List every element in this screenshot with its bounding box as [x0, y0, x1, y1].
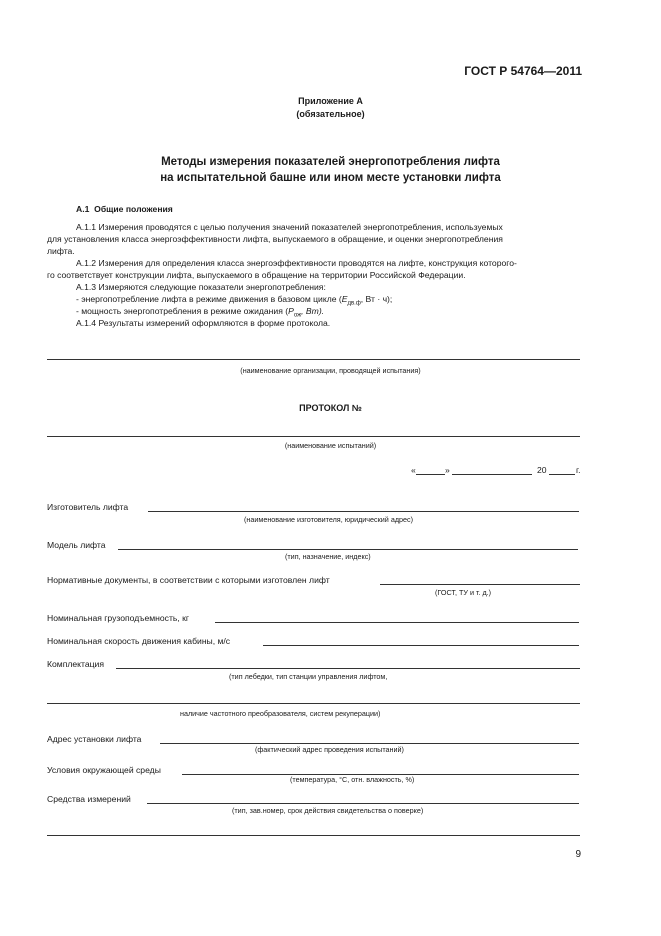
normative-docs-field[interactable]: [380, 584, 580, 585]
normative-docs-label: Нормативные документы, в соответствии с которыми изготовлен лифт: [47, 575, 330, 585]
normative-docs-caption: (ГОСТ, ТУ и т. д.): [435, 588, 492, 597]
annex-title: Приложение А: [298, 96, 363, 106]
bullet2-text: - мощность энергопотребления в режиме ожидания (: [76, 306, 289, 316]
date-close-quote: »: [445, 465, 450, 475]
extra-field-line[interactable]: [47, 835, 580, 836]
bullet1-text: - энергопотребление лифта в режиме движения в базовом цикле (: [76, 294, 342, 304]
address-caption: (фактический адрес проведения испытаний): [255, 745, 404, 754]
bullet2-symbol: P: [288, 306, 294, 316]
bullet1-unit: , Вт · ч);: [360, 294, 393, 304]
address-field[interactable]: [160, 743, 579, 744]
test-name-field[interactable]: [47, 436, 580, 437]
manufacturer-caption: (наименование изготовителя, юридический адрес): [244, 515, 413, 524]
main-title-line2: на испытательной башне или ином месте установки лифта: [160, 172, 501, 184]
paragraph-a11-line3: лифта.: [47, 246, 75, 256]
environment-label: Условия окружающей среды: [47, 765, 161, 775]
bullet2-unit: , Вт).: [301, 306, 325, 316]
equipment-field-line1[interactable]: [116, 668, 580, 669]
equipment-caption-line2: наличие частотного преобразователя, систем рекуперации): [180, 709, 381, 718]
section-number: А.1: [76, 204, 90, 214]
paragraph-a12-line2: го соответствует конструкции лифта, выпускаемого в обращение на территории Российской Федерации.: [47, 270, 466, 280]
section-heading: [76, 204, 173, 214]
address-label: Адрес установки лифта: [47, 734, 142, 744]
paragraph-a12-line1: А.1.2 Измерения для определения класса энергоэффективности проводятся на лифте, конструкция которого-: [76, 258, 517, 268]
capacity-field[interactable]: [215, 622, 579, 623]
instruments-label: Средства измерений: [47, 794, 131, 804]
protocol-title: ПРОТОКОЛ №: [299, 403, 362, 413]
speed-field[interactable]: [263, 645, 579, 646]
model-label: Модель лифта: [47, 540, 106, 550]
bullet1-subscript: дв.ф: [347, 300, 361, 307]
equipment-label: Комплектация: [47, 659, 104, 669]
paragraph-a13: А.1.3 Измеряются следующие показатели энергопотребления:: [76, 282, 326, 292]
document-code: ГОСТ Р 54764—2011: [464, 64, 582, 78]
date-day-field[interactable]: [416, 474, 445, 475]
test-name-caption: (наименование испытаний): [284, 441, 377, 450]
equipment-caption-line1: (тип лебедки, тип станции управления лифтом,: [229, 672, 388, 681]
date-suffix: г.: [576, 465, 581, 475]
main-title-line1: Методы измерения показателей энергопотребления лифта: [161, 156, 500, 168]
manufacturer-label: Изготовитель лифта: [47, 502, 129, 512]
bullet2-subscript: ож: [293, 312, 302, 319]
section-title: Общие положения: [94, 204, 173, 214]
bullet-energy-consumption: [76, 294, 392, 307]
instruments-caption: (тип, зав.номер, срок действия свидетельства о поверке): [232, 806, 424, 815]
speed-label: Номинальная скорость движения кабины, м/с: [47, 636, 231, 646]
annex-status: (обязательное): [296, 109, 365, 119]
capacity-label: Номинальная грузоподъемность, кг: [47, 613, 190, 623]
date-month-field[interactable]: [452, 474, 532, 475]
bullet-standby-power: [76, 306, 324, 319]
page-number: 9: [575, 849, 581, 860]
organization-caption: (наименование организации, проводящей испытания): [240, 366, 421, 375]
model-field[interactable]: [118, 549, 578, 550]
organization-field[interactable]: [47, 359, 580, 360]
paragraph-a11-line1: А.1.1 Измерения проводятся с целью получения значений показателей энергопотребления, используемых: [76, 222, 503, 232]
instruments-field[interactable]: [147, 803, 579, 804]
equipment-field-line2[interactable]: [47, 703, 580, 704]
manufacturer-field[interactable]: [148, 511, 579, 512]
model-caption: (тип, назначение, индекс): [285, 552, 371, 561]
bullet1-symbol: E: [341, 294, 348, 304]
date-year-prefix: 20: [537, 465, 547, 475]
date-year-field[interactable]: [549, 474, 575, 475]
environment-caption: (температура, °С, отн. влажность, %): [290, 775, 415, 784]
date-open-quote: «: [411, 465, 416, 475]
paragraph-a11-line2: для установления класса энергоэффективности лифта, выпускаемого в обращение, и оценки энергопотребления: [47, 234, 503, 244]
paragraph-a14: А.1.4 Результаты измерений оформляются в форме протокола.: [76, 318, 331, 328]
